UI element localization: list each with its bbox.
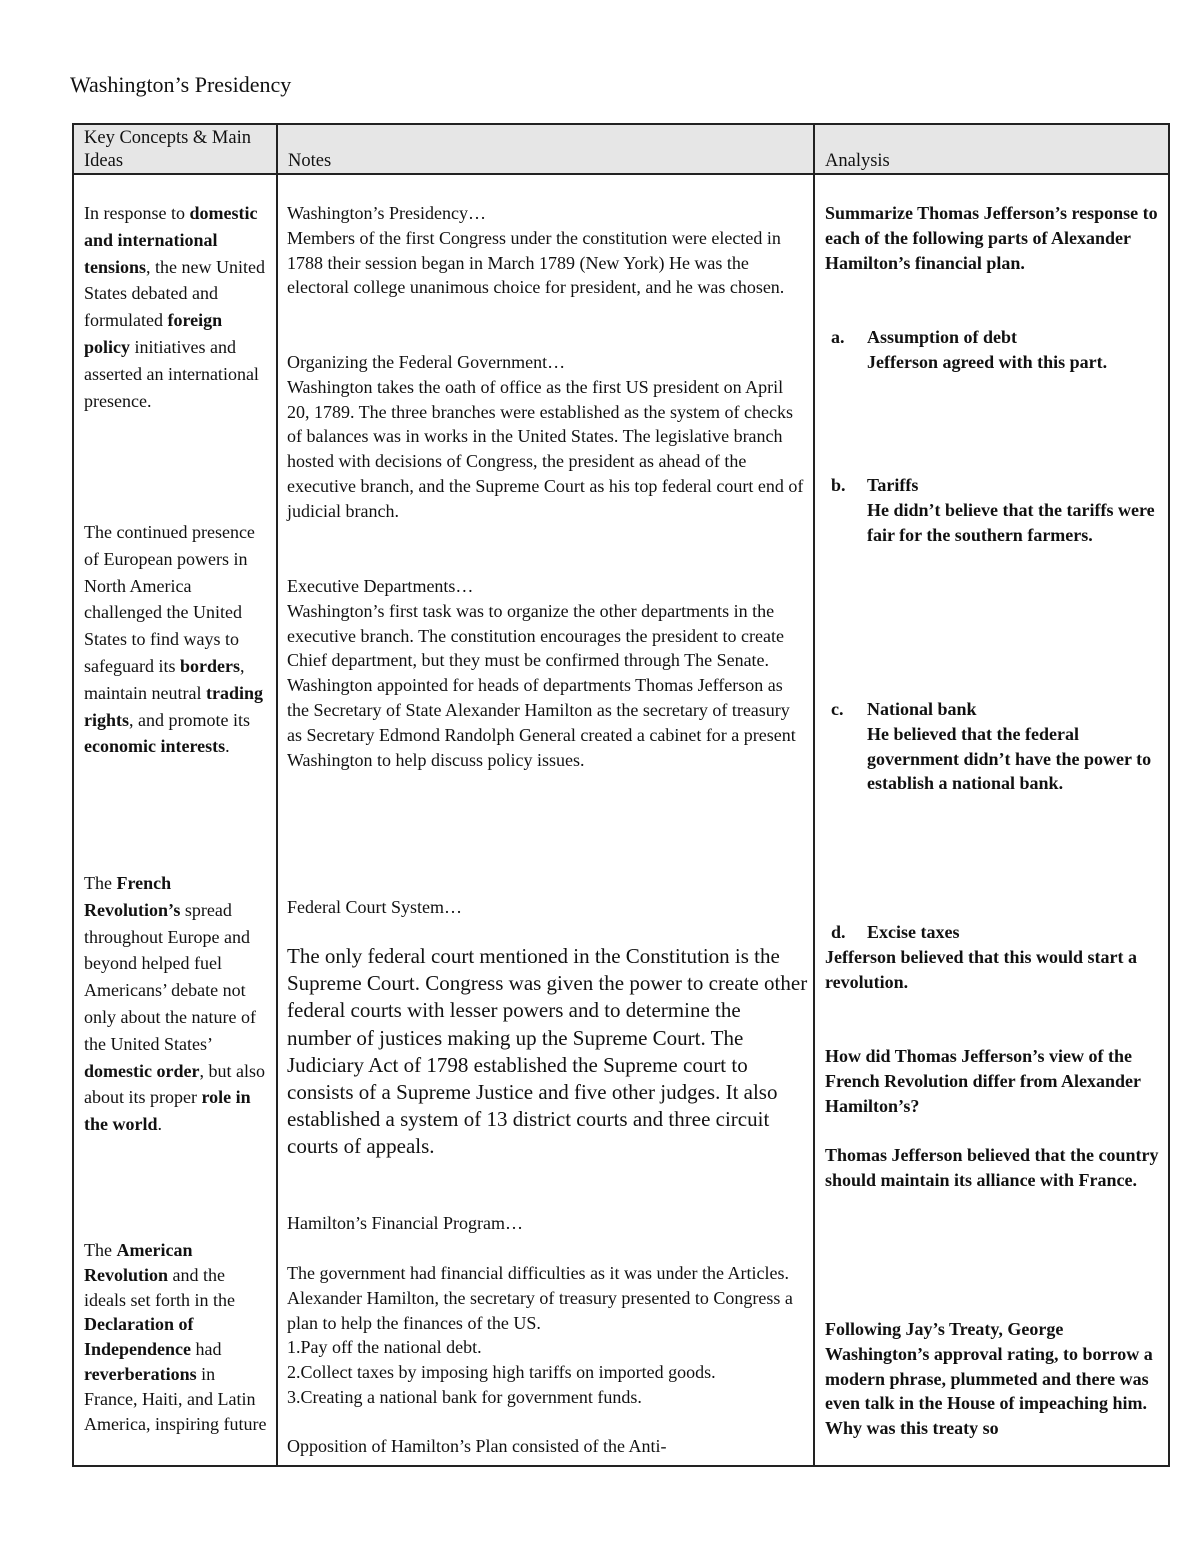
- text-run: spread throughout Europe and beyond helped fuel Americans’ debate not only about the nature of the United States’: [84, 899, 256, 1054]
- key-term: Declaration of Independence: [84, 1314, 194, 1360]
- item-answer: Jefferson agreed with this part.: [867, 351, 1108, 372]
- text-run: , and promote its: [129, 709, 250, 730]
- key-concept-paragraph: [84, 200, 270, 414]
- analysis-question: Following Jay’s Treaty, George Washington’s approval rating, to borrow a modern phrase, plummeted and there was even talk in the House of impeaching him. Why was this treaty so: [825, 1319, 1153, 1439]
- analysis-cell: [814, 174, 1169, 1466]
- item-title: Excise taxes: [867, 922, 960, 942]
- item-answer: He believed that the federal government didn’t have the power to establish a national bank.: [867, 723, 1152, 794]
- text-run: The: [84, 873, 117, 893]
- notes-section-financial: [287, 1261, 809, 1410]
- text-run: had: [191, 1339, 222, 1360]
- key-term: French Revolution’s: [84, 873, 181, 920]
- item-answer: He didn’t believe that the tariffs were fair for the southern farmers.: [867, 499, 1155, 545]
- key-term: foreign policy: [84, 310, 223, 357]
- analysis-item-d: [825, 920, 1163, 994]
- key-term: economic interests: [84, 736, 226, 757]
- notes-heading: Hamilton’s Financial Program…: [287, 1213, 523, 1233]
- list-item: 2.Collect taxes by imposing high tariffs on imported goods.: [287, 1362, 716, 1383]
- list-item: 3.Creating a national bank for government funds.: [287, 1386, 642, 1407]
- key-term: reverberations: [84, 1363, 197, 1384]
- text-run: and the ideals set forth in the: [84, 1264, 235, 1310]
- notes-text: The only federal court mentioned in the Constitution is the Supreme Court. Congress was given the power to create other federal courts with lesser powers and to determine the number of justices making up the Supreme Court. The Judiciary Act of 1798 established the Supreme court to consists of a Supreme Justice and five other judges. It also established a system of 13 district courts and three circuit courts of appeals.: [287, 944, 808, 1159]
- notes-text: Opposition of Hamilton’s Plan consisted of the Anti-: [287, 1436, 667, 1456]
- notes-table: [72, 123, 1170, 1467]
- table-header-row: [73, 124, 1169, 174]
- notes-heading: Washington’s Presidency…: [287, 203, 487, 223]
- header-notes: Notes: [277, 124, 814, 174]
- key-term: borders: [179, 655, 240, 676]
- notes-cell: [277, 174, 814, 1466]
- list-item: 1.Pay off the national debt.: [287, 1337, 482, 1358]
- item-title: National bank: [867, 699, 977, 719]
- notes-heading: Organizing the Federal Government…: [287, 352, 566, 372]
- analysis-item-b: [825, 473, 1163, 547]
- table-body-row: [73, 174, 1169, 1466]
- key-term: domestic and international tensions: [84, 203, 258, 277]
- text-run: .: [225, 736, 230, 757]
- item-title: Assumption of debt: [867, 327, 1018, 347]
- item-label: d.: [831, 922, 846, 942]
- page-title: Washington’s Presidency: [70, 72, 292, 97]
- text-run: The continued presence of European powers in North America challenged the United States to find ways to safeguard its: [84, 522, 255, 676]
- notes-section-executive: [287, 574, 809, 772]
- text-run: The: [84, 1240, 117, 1260]
- text-run: In response to: [84, 203, 190, 223]
- notes-text: Members of the first Congress under the constitution were elected in 1788 their session began in March 1789 (New York) He was the electoral college unanimous choice for president, and he was chosen.: [287, 227, 785, 298]
- analysis-answer: Thomas Jefferson believed that the country should maintain its alliance with France.: [825, 1145, 1159, 1190]
- key-term: domestic order: [84, 1060, 200, 1081]
- header-analysis: Analysis: [814, 124, 1169, 174]
- item-label: c.: [831, 699, 844, 719]
- text-run: initiatives and asserted an international presence.: [84, 336, 259, 411]
- item-label: a.: [831, 327, 845, 347]
- key-concept-paragraph: [84, 1238, 270, 1436]
- notes-section-presidency: [287, 201, 809, 300]
- notes-text: Washington takes the oath of office as the first US president on April 20, 1789. The three branches were established as the system of checks of balances was in works in the United States. The legislative branch hosted with decisions of Congress, the president as ahead of the executive branch, and the Supreme Court as his top federal court end of judicial branch.: [287, 376, 804, 521]
- notes-text: The government had financial difficulties as it was under the Articles. Alexander Hamilton, the secretary of treasury presented to Congress a plan to help the finances of the US.: [287, 1263, 793, 1333]
- notes-text: Washington’s first task was to organize the other departments in the executive branch. The constitution encourages the president to create Chief department, but they must be confirmed through The Senate. Washington appointed for heads of departments Thomas Jefferson as the Secretary of State Alexander Hamilton as the secretary of treasury as Secretary Edmond Randolph General created a cabinet for a present Washington to help discuss policy issues.: [287, 600, 796, 770]
- text-run: , the new United States debated and formulated: [84, 256, 265, 331]
- analysis-item-c: [825, 697, 1163, 796]
- item-answer: Jefferson believed that this would start a revolution.: [825, 946, 1137, 992]
- key-term: American Revolution: [84, 1240, 193, 1285]
- item-label: b.: [831, 475, 846, 495]
- key-concept-paragraph: [84, 519, 270, 760]
- key-concepts-cell: [73, 174, 277, 1466]
- notes-section-organizing: [287, 350, 809, 524]
- text-run: , but also about its proper: [84, 1060, 265, 1108]
- text-run: , maintain neutral: [84, 655, 245, 703]
- text-run: in France, Haiti, and Latin America, inspiring future: [84, 1363, 267, 1434]
- analysis-item-a: [825, 325, 1163, 375]
- item-title: Tariffs: [867, 475, 919, 495]
- analysis-prompt: Summarize Thomas Jefferson’s response to each of the following parts of Alexander Hamilton’s financial plan.: [825, 203, 1158, 273]
- key-term: trading rights: [84, 682, 263, 730]
- header-key-concepts: Key Concepts & Main Ideas: [73, 124, 277, 174]
- key-concept-paragraph: [84, 870, 270, 1138]
- text-run: .: [157, 1114, 162, 1135]
- analysis-question: How did Thomas Jefferson’s view of the French Revolution differ from Alexander Hamilton’s?: [825, 1046, 1141, 1116]
- notes-heading: Executive Departments…: [287, 576, 474, 596]
- notes-heading: Federal Court System…: [287, 897, 462, 917]
- key-term: role in the world: [84, 1087, 251, 1135]
